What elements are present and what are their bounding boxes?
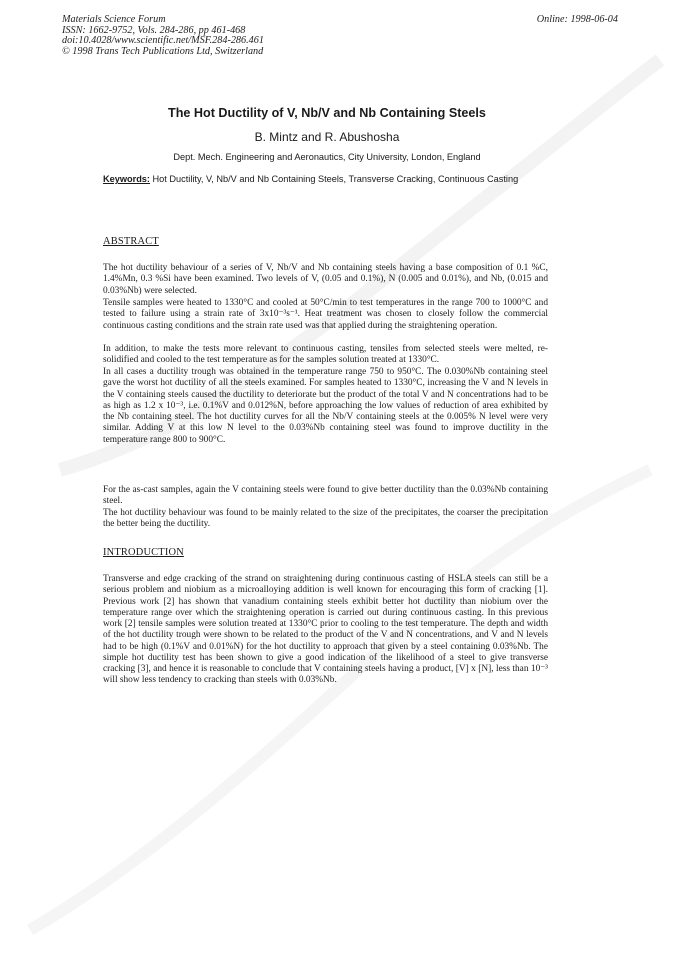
abstract-heading: ABSTRACT bbox=[103, 236, 159, 247]
journal-name: Materials Science Forum bbox=[62, 14, 166, 25]
issn-line: ISSN: 1662-9752, Vols. 284-286, pp 461-468 bbox=[62, 24, 246, 36]
abstract-paragraph-6: The hot ductility behaviour was found to be mainly related to the size of the precipitates, the coarser the precipitation the better being the ductility. bbox=[103, 508, 548, 530]
abstract-paragraph-5: For the as-cast samples, again the V containing steels were found to give better ductility than the 0.03%Nb containing steel. bbox=[103, 485, 548, 507]
copyright-line: © 1998 Trans Tech Publications Ltd, Switzerland bbox=[62, 45, 264, 57]
abstract-paragraph-1: The hot ductility behaviour of a series of V, Nb/V and Nb containing steels having a base composition of 0.1 %C, 1.4%Mn, 0.3 %Si have been examined. Two levels of V, (0.05 and 0.1%), N (0.005 and 0.01%), and Nb, (0.015 and 0.03%Nb) were selected. bbox=[103, 263, 548, 296]
keywords-text: Hot Ductility, V, Nb/V and Nb Containing Steels, Transverse Cracking, Continuous Casting bbox=[149, 174, 519, 184]
paper-authors: B. Mintz and R. Abushosha bbox=[254, 130, 400, 144]
author-affiliation: Dept. Mech. Engineering and Aeronautics, City University, London, England bbox=[173, 152, 481, 162]
abstract-paragraph-4: In all cases a ductility trough was obtained in the temperature range 750 to 950°C. The 0.030%Nb containing steel gave the worst hot ductility of all the steels examined. For samples heated to 1330°C, increasing the V and N levels in the V containing steels caused the ductility to deteriorate but the product of the total V and N concentrations had to be as high as 1.2 x 10⁻³, i.e. 0.1%V and 0.012%N, before approaching the low values of reduction of area exhibited by the Nb containing steel. The hot ductility curves for all the Nb/V containing steels at the 0.005% N level were very similar. Adding V at this low N level to the 0.03%Nb containing steel was found to improve ductility in the temperature range 800 to 900°C. bbox=[103, 367, 548, 445]
paper-title: The Hot Ductility of V, Nb/V and Nb Containing Steels bbox=[168, 106, 486, 120]
abstract-paragraph-2: Tensile samples were heated to 1330°C and cooled at 50°C/min to test temperatures in the range 700 to 1000°C and tested to failure using a strain rate of 3x10⁻³s⁻¹. Heat treatment was chosen to closely follow the commercial continuous casting conditions and the strain rate used was that applied during the straightening operation. bbox=[103, 298, 548, 331]
keywords-label: Keywords: bbox=[103, 174, 150, 184]
journal-header bbox=[62, 15, 618, 57]
online-date: Online: 1998-06-04 bbox=[536, 14, 618, 25]
abstract-paragraph-3: In addition, to make the tests more relevant to continuous casting, tensiles from selected steels were melted, re-solidified and cooled to the test temperature as for the samples solution treated at 1330°C. bbox=[103, 344, 548, 366]
doi-line[interactable]: doi:10.4028/www.scientific.net/MSF.284-286.461 bbox=[62, 35, 264, 47]
introduction-paragraph: Transverse and edge cracking of the strand on straightening during continuous casting of HSLA steels can still be a serious problem and niobium as a microalloying addition is well known for encouraging this form of cracking [1]. Previous work [2] has shown that vanadium containing steels exhibit better hot ductility than niobium over the temperature range over which the straightening operation is carried out during continuous casting. In this previous work [2] tensile samples were solution treated at 1330°C prior to cooling to the test temperature. The depth and width of the hot ductility trough were shown to be related to the product of the V and N concentrations, and V and N levels had to be high (0.1%V and 0.01%N) for the hot ductility to approach that given by a steel containing 0.03%Nb. The simple hot ductility test has been shown to give a good indication of the likelihood of a steel to give transverse cracking [3], and hence it is reasonable to conclude that V containing steels having a product, [V] x [N], less than 10⁻³ will show less tendency to cracking than steels with 0.03%Nb. bbox=[103, 574, 548, 686]
keywords bbox=[103, 174, 550, 185]
introduction-heading: INTRODUCTION bbox=[103, 547, 184, 558]
